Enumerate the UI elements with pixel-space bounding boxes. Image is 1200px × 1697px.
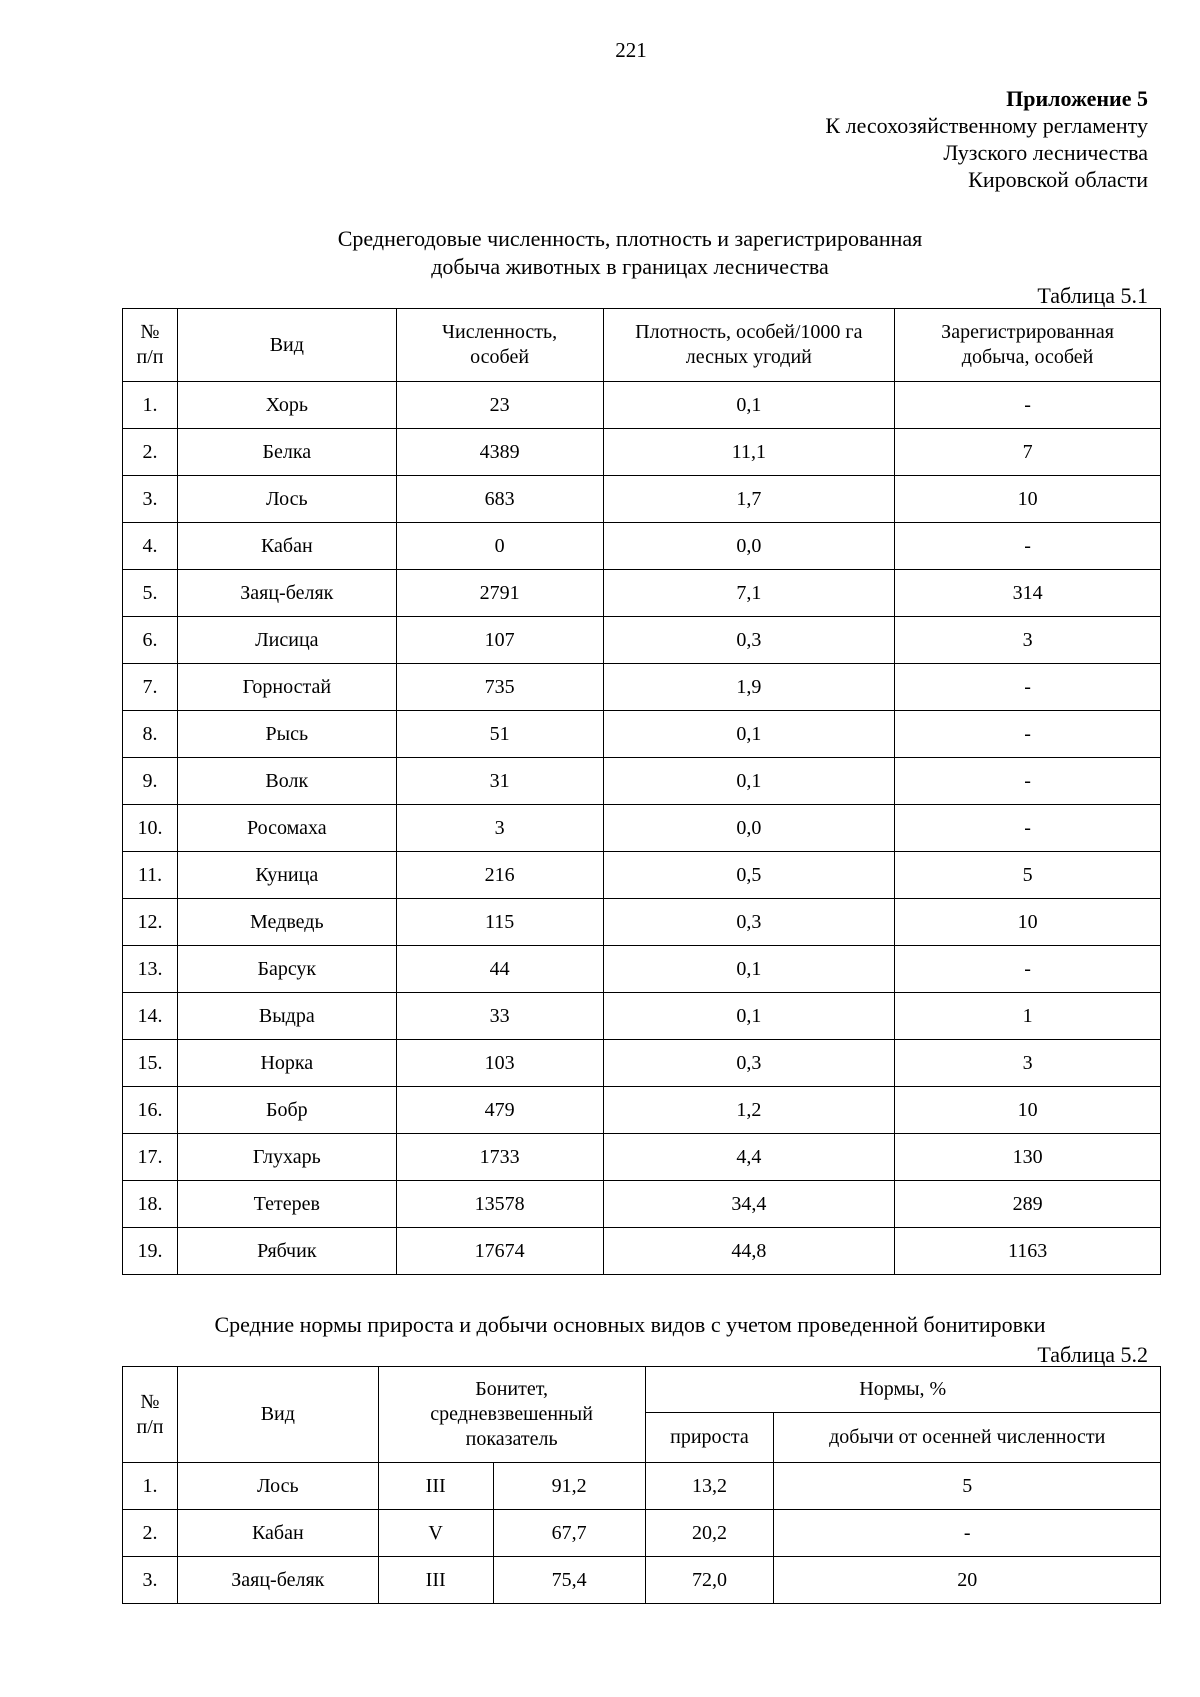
count-cell: 33	[396, 993, 603, 1040]
row-number-cell: 3.	[123, 1557, 178, 1604]
species-cell: Горностай	[177, 664, 396, 711]
count-cell: 2791	[396, 570, 603, 617]
appendix-title: Приложение 5	[1006, 86, 1148, 111]
harvest-cell: 10	[895, 476, 1161, 523]
row-number-cell: 19.	[123, 1228, 178, 1275]
density-cell: 0,5	[603, 852, 895, 899]
table-row	[123, 617, 1161, 664]
header-bonitet	[378, 1367, 645, 1463]
row-number-cell: 14.	[123, 993, 178, 1040]
header-density-line-2: лесных угодий	[685, 346, 812, 368]
row-number-cell: 17.	[123, 1134, 178, 1181]
row-number-cell: 3.	[123, 476, 178, 523]
count-cell: 3	[396, 805, 603, 852]
header-density-line-1: Плотность, особей/1000 га	[635, 321, 863, 343]
table-row	[123, 429, 1161, 476]
row-number-cell: 8.	[123, 711, 178, 758]
density-cell: 1,9	[603, 664, 895, 711]
harvest-cell: 289	[895, 1181, 1161, 1228]
header-norms: Нормы, %	[645, 1367, 1160, 1413]
table-row	[123, 1134, 1161, 1181]
table-row	[123, 758, 1161, 805]
animal-population-table	[122, 308, 1161, 1275]
growth-norm-cell: 13,2	[645, 1463, 774, 1510]
header-num-line-2: п/п	[136, 346, 164, 368]
header-species: Вид	[177, 1367, 378, 1463]
density-cell: 7,1	[603, 570, 895, 617]
table-header-row	[123, 309, 1161, 382]
species-cell: Росомаха	[177, 805, 396, 852]
header-count-line-1: Численность,	[442, 321, 558, 343]
table-row	[123, 711, 1161, 758]
harvest-cell: -	[895, 711, 1161, 758]
harvest-cell: 3	[895, 617, 1161, 664]
count-cell: 115	[396, 899, 603, 946]
harvest-cell: 130	[895, 1134, 1161, 1181]
table-row	[123, 664, 1161, 711]
density-cell: 0,3	[603, 1040, 895, 1087]
bonitet-class-cell: III	[378, 1463, 493, 1510]
table-row	[123, 1463, 1161, 1510]
species-cell: Лось	[177, 1463, 378, 1510]
count-cell: 13578	[396, 1181, 603, 1228]
species-cell: Выдра	[177, 993, 396, 1040]
count-cell: 23	[396, 382, 603, 429]
harvest-norm-cell: 5	[774, 1463, 1161, 1510]
harvest-cell: 10	[895, 1087, 1161, 1134]
row-number-cell: 1.	[123, 382, 178, 429]
harvest-cell: -	[895, 805, 1161, 852]
header-density	[603, 309, 895, 382]
header-count-line-2: особей	[470, 346, 530, 368]
header-bonitet-line-2: средневзвешенный	[430, 1403, 593, 1425]
species-cell: Лось	[177, 476, 396, 523]
table-row	[123, 805, 1161, 852]
species-cell: Хорь	[177, 382, 396, 429]
density-cell: 34,4	[603, 1181, 895, 1228]
row-number-cell: 13.	[123, 946, 178, 993]
table-row	[123, 476, 1161, 523]
species-cell: Тетерев	[177, 1181, 396, 1228]
header-num	[123, 309, 178, 382]
header-growth: прироста	[645, 1413, 774, 1463]
table-2-title: Средние нормы прироста и добычи основных видов с учетом проведенной бонитировки	[214, 1312, 1046, 1337]
header-num-line-1: №	[140, 1390, 160, 1413]
table-row	[123, 1228, 1161, 1275]
species-cell: Норка	[177, 1040, 396, 1087]
table-row	[123, 899, 1161, 946]
species-cell: Куница	[177, 852, 396, 899]
count-cell: 51	[396, 711, 603, 758]
bonitet-index-cell: 75,4	[493, 1557, 645, 1604]
species-cell: Кабан	[177, 1510, 378, 1557]
header-harvest-line-2: добыча, особей	[961, 346, 1094, 368]
row-number-cell: 2.	[123, 1510, 178, 1557]
table-1-title-line-1: Среднегодовые численность, плотность и зарегистрированная	[337, 226, 923, 251]
density-cell: 0,0	[603, 523, 895, 570]
count-cell: 107	[396, 617, 603, 664]
density-cell: 0,1	[603, 758, 895, 805]
harvest-cell: 1	[895, 993, 1161, 1040]
harvest-cell: 1163	[895, 1228, 1161, 1275]
count-cell: 103	[396, 1040, 603, 1087]
header-num-line-1: №	[140, 321, 160, 343]
row-number-cell: 1.	[123, 1463, 178, 1510]
density-cell: 0,1	[603, 993, 895, 1040]
species-cell: Барсук	[177, 946, 396, 993]
density-cell: 0,1	[603, 711, 895, 758]
growth-norm-cell: 72,0	[645, 1557, 774, 1604]
row-number-cell: 11.	[123, 852, 178, 899]
count-cell: 31	[396, 758, 603, 805]
row-number-cell: 2.	[123, 429, 178, 476]
species-cell: Кабан	[177, 523, 396, 570]
table-row	[123, 946, 1161, 993]
row-number-cell: 6.	[123, 617, 178, 664]
count-cell: 216	[396, 852, 603, 899]
count-cell: 479	[396, 1087, 603, 1134]
species-cell: Глухарь	[177, 1134, 396, 1181]
harvest-cell: -	[895, 758, 1161, 805]
table-1-caption: Таблица 5.1	[1037, 283, 1148, 308]
table-row	[123, 1181, 1161, 1228]
count-cell: 44	[396, 946, 603, 993]
table-row	[123, 852, 1161, 899]
count-cell: 683	[396, 476, 603, 523]
bonitet-index-cell: 91,2	[493, 1463, 645, 1510]
header-bonitet-line-3: показатель	[465, 1428, 558, 1450]
table-row	[123, 1087, 1161, 1134]
header-count	[396, 309, 603, 382]
species-cell: Рысь	[177, 711, 396, 758]
page-number: 221	[615, 38, 647, 62]
bonitet-class-cell: V	[378, 1510, 493, 1557]
harvest-cell: -	[895, 523, 1161, 570]
count-cell: 0	[396, 523, 603, 570]
row-number-cell: 9.	[123, 758, 178, 805]
density-cell: 0,1	[603, 946, 895, 993]
count-cell: 735	[396, 664, 603, 711]
table-row	[123, 1510, 1161, 1557]
header-harvest-rate: добычи от осенней численности	[774, 1413, 1161, 1463]
bonitet-index-cell: 67,7	[493, 1510, 645, 1557]
appendix-line-2: Лузского лесничества	[943, 140, 1148, 165]
species-cell: Медведь	[177, 899, 396, 946]
table-row	[123, 382, 1161, 429]
appendix-line-3: Кировской области	[968, 167, 1148, 192]
header-num	[123, 1367, 178, 1463]
table-row	[123, 993, 1161, 1040]
table-1-title-line-2: добыча животных в границах лесничества	[431, 254, 829, 279]
species-cell: Рябчик	[177, 1228, 396, 1275]
species-cell: Заяц-беляк	[177, 1557, 378, 1604]
table-1-title	[235, 225, 1025, 281]
table-row	[123, 523, 1161, 570]
row-number-cell: 18.	[123, 1181, 178, 1228]
appendix-line-1: К лесохозяйственному регламенту	[825, 113, 1148, 138]
table-row	[123, 1557, 1161, 1604]
harvest-cell: 5	[895, 852, 1161, 899]
density-cell: 0,0	[603, 805, 895, 852]
density-cell: 1,2	[603, 1087, 895, 1134]
header-num-line-2: п/п	[136, 1415, 164, 1438]
growth-harvest-norms-table	[122, 1366, 1161, 1604]
table-row	[123, 1040, 1161, 1087]
row-number-cell: 16.	[123, 1087, 178, 1134]
header-harvest	[895, 309, 1161, 382]
species-cell: Белка	[177, 429, 396, 476]
harvest-cell: -	[895, 946, 1161, 993]
species-cell: Волк	[177, 758, 396, 805]
row-number-cell: 12.	[123, 899, 178, 946]
table-row	[123, 570, 1161, 617]
header-bonitet-line-1: Бонитет,	[475, 1378, 548, 1400]
row-number-cell: 15.	[123, 1040, 178, 1087]
row-number-cell: 7.	[123, 664, 178, 711]
table-body	[123, 382, 1161, 1275]
harvest-cell: -	[895, 664, 1161, 711]
table-2-caption: Таблица 5.2	[1037, 1342, 1148, 1367]
count-cell: 4389	[396, 429, 603, 476]
density-cell: 0,3	[603, 899, 895, 946]
table-header-row	[123, 1367, 1161, 1413]
header-species: Вид	[177, 309, 396, 382]
harvest-norm-cell: -	[774, 1510, 1161, 1557]
harvest-cell: 314	[895, 570, 1161, 617]
density-cell: 0,3	[603, 617, 895, 664]
species-cell: Лисица	[177, 617, 396, 664]
harvest-cell: 3	[895, 1040, 1161, 1087]
row-number-cell: 10.	[123, 805, 178, 852]
density-cell: 44,8	[603, 1228, 895, 1275]
harvest-cell: -	[895, 382, 1161, 429]
species-cell: Заяц-беляк	[177, 570, 396, 617]
density-cell: 11,1	[603, 429, 895, 476]
harvest-cell: 7	[895, 429, 1161, 476]
bonitet-class-cell: III	[378, 1557, 493, 1604]
harvest-norm-cell: 20	[774, 1557, 1161, 1604]
row-number-cell: 4.	[123, 523, 178, 570]
growth-norm-cell: 20,2	[645, 1510, 774, 1557]
count-cell: 1733	[396, 1134, 603, 1181]
species-cell: Бобр	[177, 1087, 396, 1134]
row-number-cell: 5.	[123, 570, 178, 617]
density-cell: 1,7	[603, 476, 895, 523]
count-cell: 17674	[396, 1228, 603, 1275]
header-harvest-line-1: Зарегистрированная	[941, 321, 1114, 343]
appendix-header	[825, 85, 1148, 193]
table-body	[123, 1463, 1161, 1604]
density-cell: 4,4	[603, 1134, 895, 1181]
harvest-cell: 10	[895, 899, 1161, 946]
density-cell: 0,1	[603, 382, 895, 429]
